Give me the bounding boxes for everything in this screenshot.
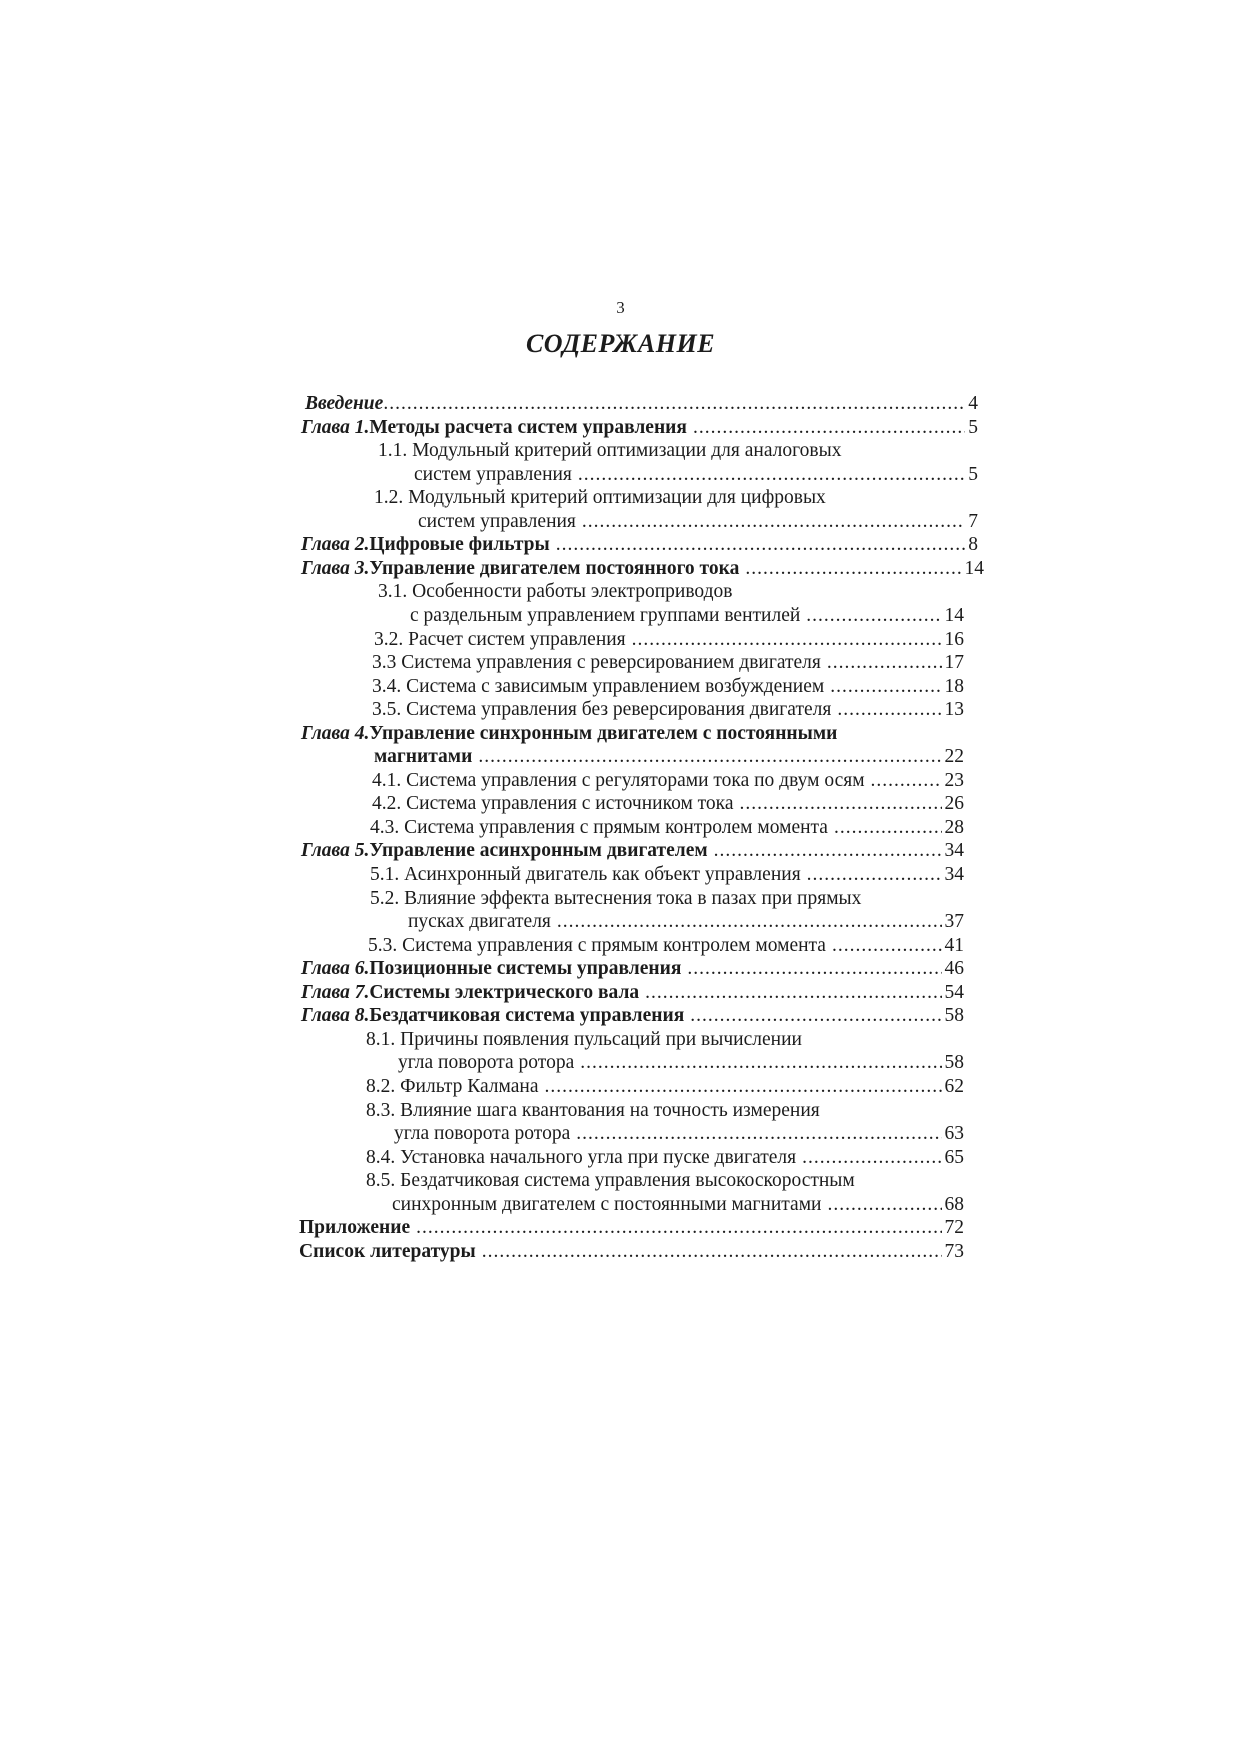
page-number: 3	[616, 298, 625, 317]
toc-section-row[interactable]	[408, 910, 964, 934]
toc-chapter-label: Глава 3.	[301, 557, 370, 579]
toc-chapter-row[interactable]	[301, 839, 964, 863]
toc-entry-title: 4.2. Система управления с источником тока	[372, 793, 734, 815]
toc-entry-title: систем управления	[418, 510, 576, 532]
leader-dots	[576, 1122, 941, 1146]
toc-entry-title: Системы электрического вала	[369, 981, 640, 1003]
leader-dots	[580, 1051, 941, 1075]
toc-entry-title: 1.1. Модульный критерий оптимизации для аналоговых	[378, 440, 842, 462]
toc-section-row[interactable]	[366, 1099, 978, 1123]
toc-chapter-label: Глава 4.	[301, 722, 370, 744]
toc-entry-title: угла поворота ротора	[394, 1123, 571, 1145]
toc-page-number: 34	[944, 864, 964, 885]
toc-page-number: 46	[944, 958, 964, 980]
toc-entry-title: 4.1. Система управления с регуляторами тока по двум осям	[372, 769, 865, 791]
toc-main-row[interactable]	[305, 392, 978, 416]
leader-dots	[690, 1004, 941, 1028]
toc-chapter-label: Глава 1.	[301, 416, 370, 438]
leader-dots	[745, 557, 961, 581]
toc-chapter-row[interactable]	[301, 722, 978, 746]
toc-section-row[interactable]	[366, 1075, 964, 1099]
toc-page-number: 58	[944, 1052, 964, 1074]
leader-dots	[482, 1240, 942, 1264]
toc-entry-title: Цифровые фильтры	[369, 534, 550, 556]
leader-dots	[832, 934, 942, 958]
toc-entry-title: 3.5. Система управления без реверсирования двигателя	[372, 699, 832, 721]
toc-entry-title: Методы расчета систем управления	[369, 416, 687, 438]
toc-section-row[interactable]	[398, 1051, 964, 1075]
leader-dots	[830, 675, 941, 699]
toc-entry-title: 8.4. Установка начального угла при пуске двигателя	[366, 1146, 797, 1168]
toc-section-row[interactable]	[378, 580, 978, 604]
toc-entry-title: с раздельным управлением группами вентилей	[410, 604, 801, 626]
toc-section-row[interactable]	[414, 463, 978, 487]
toc-page-number: 18	[944, 675, 964, 697]
toc-page-number: 5	[968, 463, 978, 485]
toc-section-row[interactable]	[372, 792, 964, 816]
toc-entry-title: 3.2. Расчет систем управления	[374, 628, 626, 650]
toc-chapter-label: Глава 5.	[301, 840, 370, 862]
toc-entry-title: 5.2. Влияние эффекта вытеснения тока в пазах при прямых	[370, 887, 862, 909]
leader-dots	[740, 792, 942, 816]
toc-entry-title: Введение	[305, 393, 384, 414]
toc-section-row[interactable]	[370, 816, 964, 840]
leader-dots	[557, 910, 942, 934]
toc-entry-title: 8.1. Причины появления пульсаций при вычислении	[366, 1028, 802, 1050]
toc-section-row[interactable]	[366, 1169, 978, 1193]
toc-page-number: 8	[968, 534, 978, 556]
toc-main-row[interactable]	[299, 1240, 964, 1264]
toc-page-number: 17	[944, 652, 964, 674]
toc-section-row[interactable]	[372, 651, 964, 675]
toc-section-row[interactable]	[372, 698, 964, 722]
toc-page-number: 73	[944, 1240, 964, 1262]
toc-section-row[interactable]	[374, 486, 978, 510]
toc-entry-title: 5.1. Асинхронный двигатель как объект управления	[370, 864, 801, 885]
leader-dots	[478, 745, 941, 769]
toc-chapter-row[interactable]	[301, 981, 964, 1005]
toc-page-number: 65	[944, 1146, 964, 1168]
leader-dots	[556, 533, 966, 557]
toc-page-number: 16	[944, 628, 964, 650]
toc-section-row[interactable]	[366, 1146, 964, 1170]
toc-page-number: 23	[944, 769, 964, 791]
toc-page-number: 58	[944, 1005, 964, 1027]
toc-section-row[interactable]	[374, 745, 964, 769]
toc-chapter-row[interactable]	[301, 957, 964, 981]
toc-entry-title: Список литературы	[299, 1240, 476, 1262]
toc-section-row[interactable]	[368, 934, 964, 958]
toc-entry-title: Бездатчиковая система управления	[369, 1005, 685, 1027]
toc-page-number: 63	[944, 1123, 964, 1145]
leader-dots	[632, 628, 942, 652]
toc-page-number: 28	[944, 816, 964, 838]
leader-dots	[687, 957, 941, 981]
toc-entry-title: 5.3. Система управления с прямым контролем момента	[368, 934, 826, 956]
toc-chapter-label: Глава 8.	[301, 1005, 370, 1027]
toc-entry-title: 8.5. Бездатчиковая система управления высокоскоростным	[366, 1170, 855, 1192]
toc-entry-title: угла поворота ротора	[398, 1052, 575, 1074]
toc-section-row[interactable]	[374, 628, 964, 652]
toc-section-row[interactable]	[370, 863, 964, 887]
toc-page-number: 14	[964, 557, 984, 579]
leader-dots	[582, 510, 965, 534]
leader-dots	[837, 698, 941, 722]
toc-section-row[interactable]	[392, 1193, 964, 1217]
toc-entry-title: 8.2. Фильтр Калмана	[366, 1075, 539, 1097]
toc-page-number: 41	[944, 934, 964, 956]
leader-dots	[545, 1075, 942, 1099]
toc-page-number: 13	[944, 699, 964, 721]
toc-entry-title: Приложение	[299, 1217, 411, 1239]
leader-dots	[693, 416, 965, 440]
leader-dots	[827, 1193, 941, 1217]
toc-main-row[interactable]	[299, 1216, 964, 1240]
toc-section-row[interactable]	[378, 439, 978, 463]
leader-dots	[645, 981, 941, 1005]
toc-page-number: 14	[944, 604, 964, 626]
toc-entry-title: 3.3 Система управления с реверсированием двигателя	[372, 652, 821, 674]
toc-chapter-label: Глава 7.	[301, 981, 370, 1003]
toc-section-row[interactable]	[418, 510, 978, 534]
leader-dots	[383, 392, 965, 416]
toc-page-number: 54	[944, 981, 964, 1003]
leader-dots	[806, 604, 941, 628]
page-title: СОДЕРЖАНИЕ	[525, 329, 716, 358]
toc-entry-title: синхронным двигателем с постоянными магнитами	[392, 1193, 822, 1215]
toc-page-number: 26	[944, 793, 964, 815]
toc-entry-title: пусках двигателя	[408, 911, 551, 933]
leader-dots	[416, 1216, 941, 1240]
toc-entry-title: 3.4. Система с зависимым управлением возбуждением	[372, 675, 825, 697]
toc-section-row[interactable]	[410, 604, 964, 628]
toc-chapter-label: Глава 2.	[301, 534, 370, 556]
toc-page-number: 34	[944, 840, 964, 862]
toc-entry-title: 8.3. Влияние шага квантования на точность измерения	[366, 1099, 820, 1121]
toc-chapter-row[interactable]	[301, 1004, 964, 1028]
toc-entry-title: Управление синхронным двигателем с постоянными	[369, 722, 838, 744]
toc-entry-title: 1.2. Модульный критерий оптимизации для цифровых	[374, 487, 826, 509]
toc-section-row[interactable]	[366, 1028, 978, 1052]
toc-entry-title: 3.1. Особенности работы электроприводов	[378, 581, 733, 603]
toc-entry-title: Позиционные системы управления	[369, 958, 682, 980]
leader-dots	[578, 463, 965, 487]
leader-dots	[871, 769, 942, 793]
toc-section-row[interactable]	[370, 887, 964, 911]
toc-page-number: 7	[968, 510, 978, 532]
toc-entry-title: магнитами	[374, 746, 473, 768]
toc-page-number: 37	[944, 911, 964, 933]
toc-chapter-label: Глава 6.	[301, 958, 370, 980]
toc-page-number: 4	[968, 393, 978, 414]
toc-entry-title: 4.3. Система управления с прямым контролем момента	[370, 816, 828, 838]
toc-page-number: 72	[944, 1217, 964, 1239]
toc-page-number: 5	[968, 416, 978, 438]
toc-section-row[interactable]	[372, 769, 964, 793]
toc-entry-title: систем управления	[414, 463, 572, 485]
leader-dots	[834, 816, 942, 840]
leader-dots	[802, 1146, 941, 1170]
toc-section-row[interactable]	[394, 1122, 964, 1146]
leader-dots	[714, 839, 942, 863]
toc-section-row[interactable]	[372, 675, 964, 699]
toc-page-number: 62	[944, 1075, 964, 1097]
toc-page-number: 22	[944, 746, 964, 768]
toc-chapter-row[interactable]	[301, 416, 978, 440]
toc-entry-title: Управление асинхронным двигателем	[369, 840, 708, 862]
toc-page-number: 68	[944, 1193, 964, 1215]
leader-dots	[827, 651, 942, 675]
toc-chapter-row[interactable]	[301, 557, 984, 581]
toc-entry-title: Управление двигателем постоянного тока	[369, 557, 740, 579]
leader-dots	[807, 863, 942, 887]
toc-chapter-row[interactable]	[301, 533, 978, 557]
